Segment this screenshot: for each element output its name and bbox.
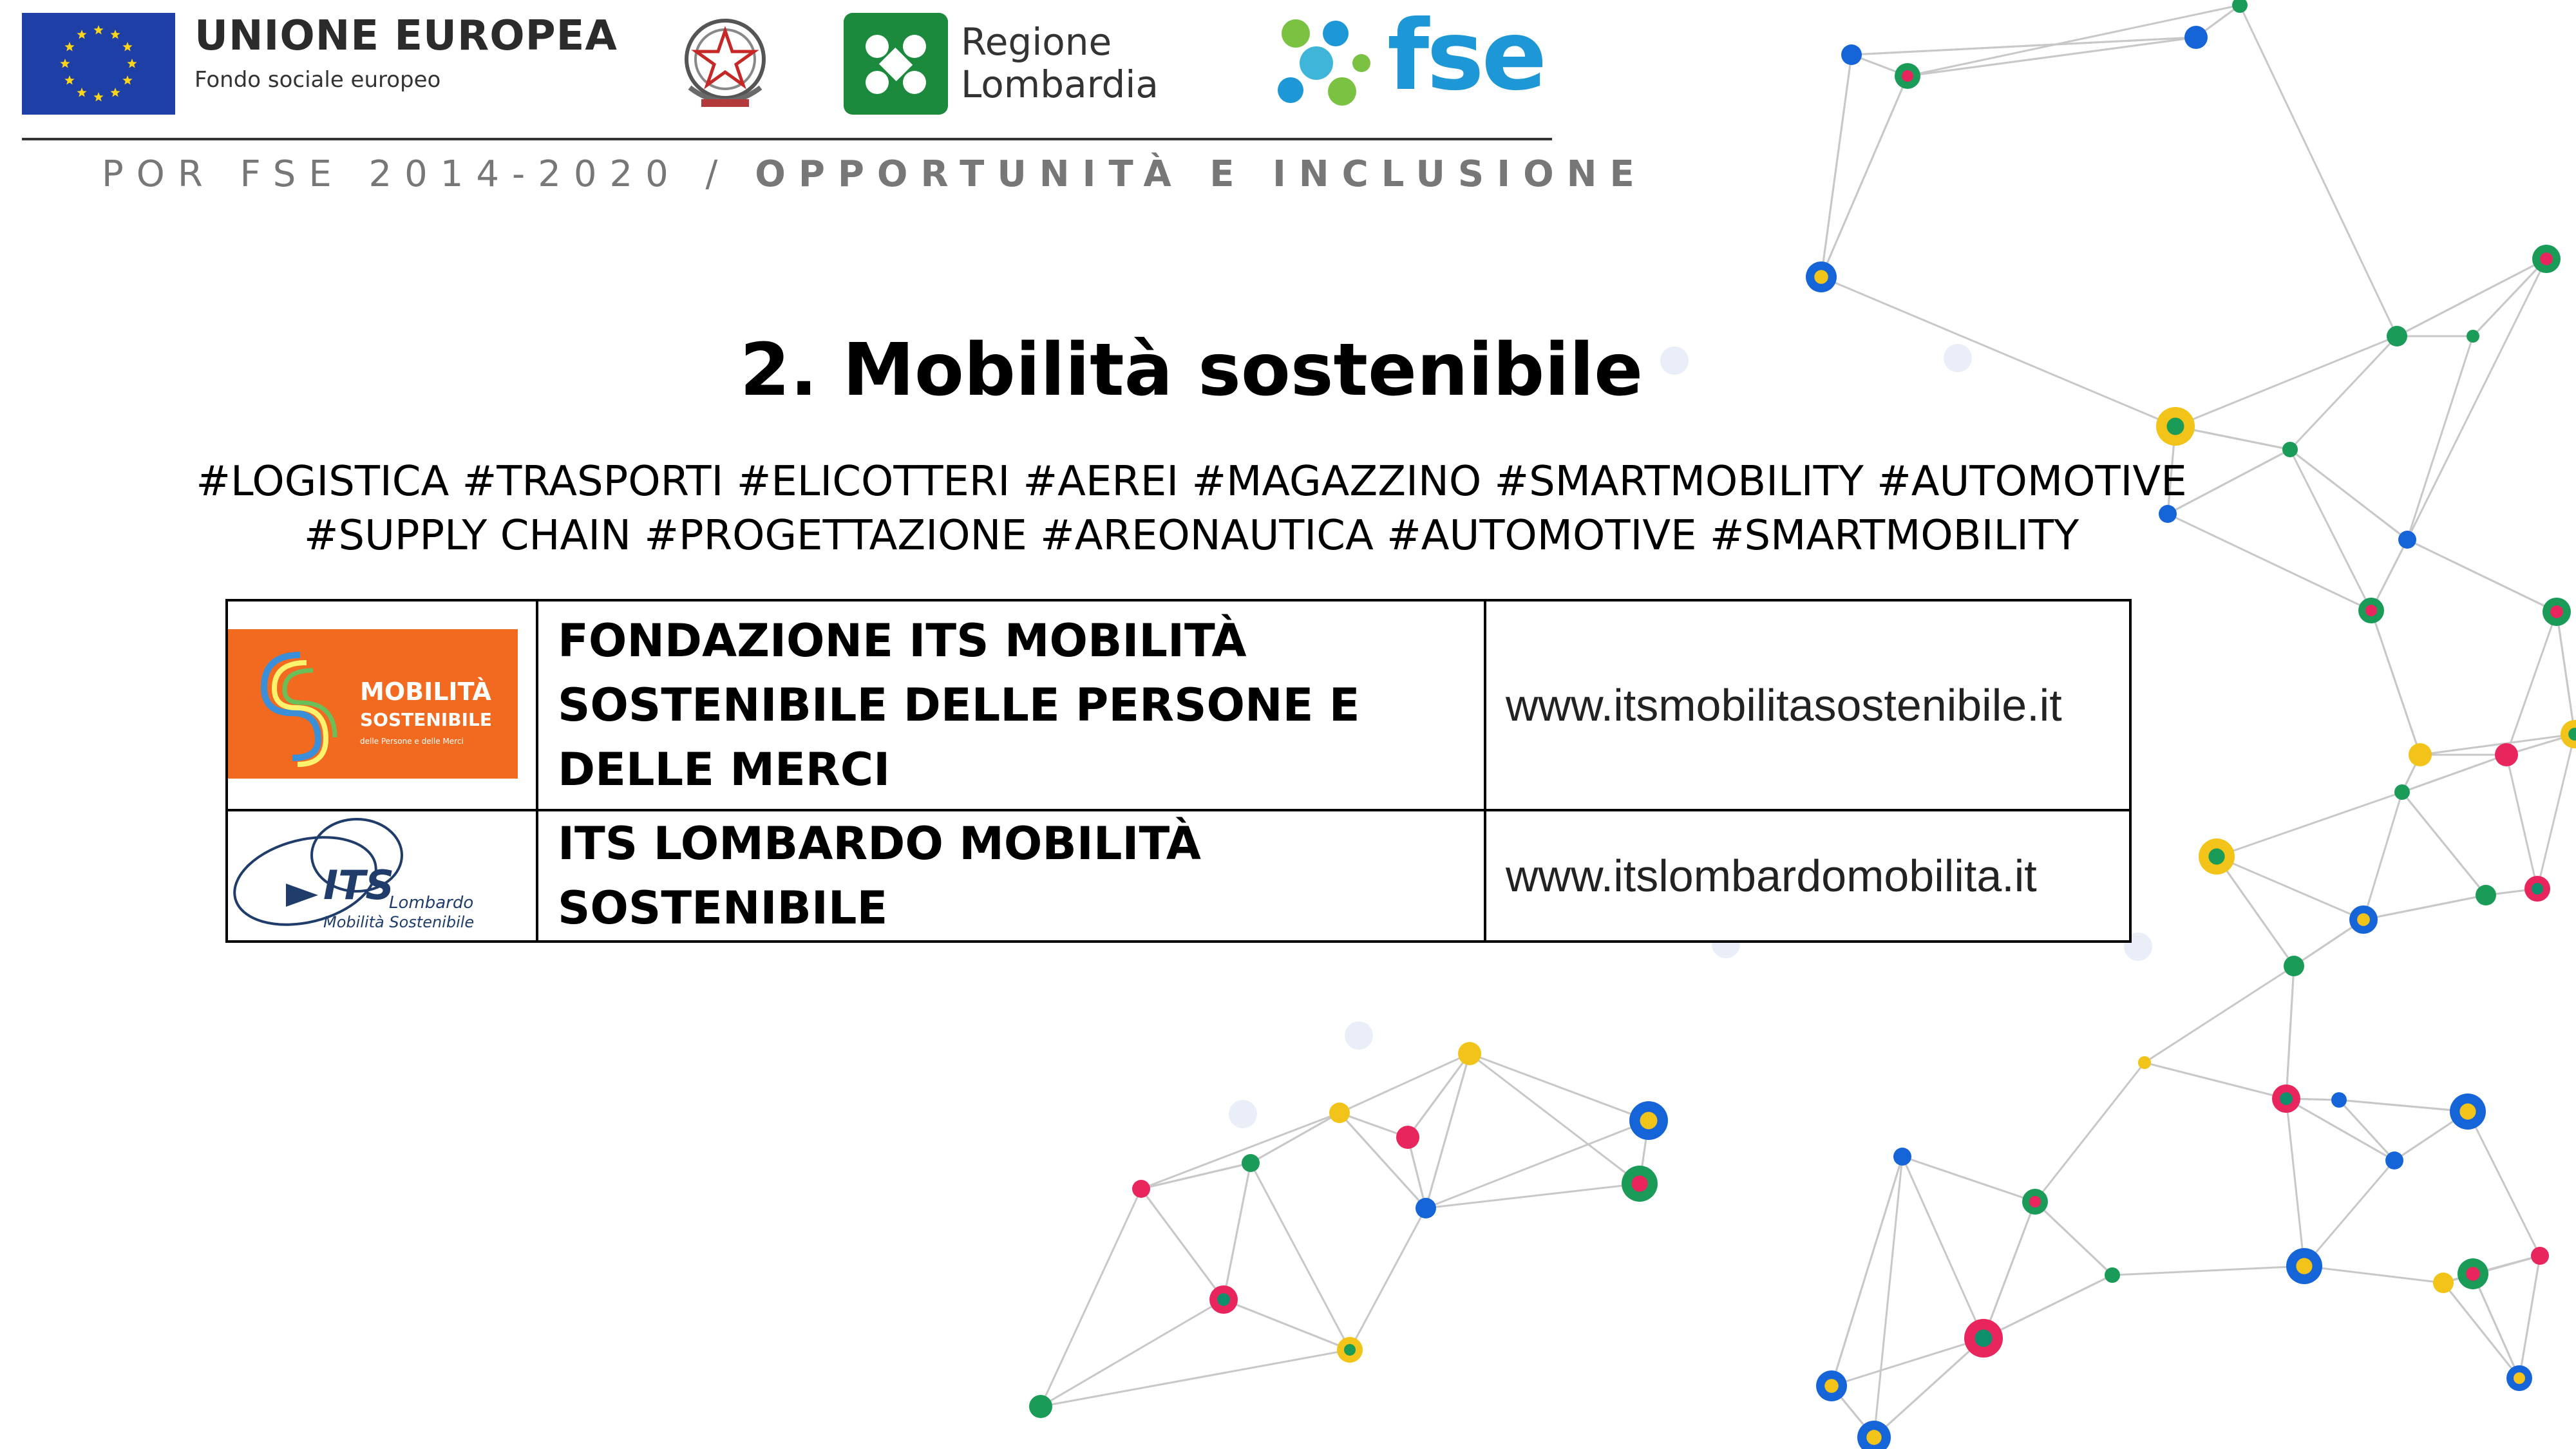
- network-node: [2433, 1273, 2454, 1293]
- ms-logo-line2: SOSTENIBILE: [360, 708, 492, 730]
- network-node: [2284, 956, 2304, 976]
- network-edge: [1902, 1157, 1984, 1338]
- ms-logo-line1: MOBILITÀ: [360, 677, 491, 706]
- network-node-core: [1640, 1112, 1658, 1130]
- eu-label-block: [194, 12, 618, 93]
- network-node-core: [1814, 270, 1828, 284]
- network-node-core: [2550, 605, 2563, 618]
- network-node: [1132, 1180, 1150, 1198]
- header-logo-bar: [22, 0, 1552, 140]
- network-edge: [2473, 1274, 2519, 1378]
- network-edge: [2145, 966, 2294, 1063]
- network-edge: [2286, 1099, 2304, 1266]
- network-node-core: [2167, 418, 2184, 435]
- network-edge: [1470, 1054, 1640, 1184]
- its-lombardo-logo: [228, 817, 486, 933]
- network-edge: [2304, 1160, 2394, 1266]
- program-line: [102, 153, 1647, 195]
- network-edge: [2371, 611, 2420, 755]
- network-node-faint: [1229, 1100, 1257, 1128]
- eu-flag-icon: [22, 13, 175, 115]
- network-node: [2138, 1056, 2151, 1069]
- hashtags-line1: #LOGISTICA #TRASPORTI #ELICOTTERI #AEREI #MAGAZZINO #SMARTMOBILITY #AUTOMOTIVE: [196, 458, 2187, 506]
- network-edge: [2407, 259, 2546, 540]
- network-edge: [2407, 540, 2557, 612]
- network-edge: [2397, 259, 2546, 336]
- institution-url[interactable]: www.itsmobilitasostenibile.it: [1485, 600, 2130, 810]
- logo-cell: [227, 810, 537, 942]
- network-node-core: [1902, 70, 1913, 82]
- network-node-core: [1824, 1379, 1839, 1393]
- network-edge: [2473, 259, 2546, 336]
- network-node-core: [1631, 1175, 1647, 1191]
- network-node-core: [2540, 252, 2553, 265]
- network-node-core: [2280, 1092, 2293, 1105]
- network-edge: [1832, 1338, 1984, 1386]
- institution-name: ITS LOMBARDO MOBILITÀ SOSTENIBILE: [537, 810, 1485, 942]
- network-edge: [2286, 966, 2294, 1099]
- network-node: [2394, 784, 2410, 800]
- eu-subtitle: Fondo sociale europeo: [194, 67, 441, 93]
- network-edge: [1251, 1163, 1350, 1350]
- ms-logo-line3: delle Persone e delle Merci: [360, 736, 464, 746]
- fse-mark-icon: [1265, 12, 1381, 115]
- program-right: OPPORTUNITÀ E INCLUSIONE: [755, 153, 1647, 195]
- regione-lombardia-label: [961, 21, 1159, 106]
- network-node: [2385, 1151, 2403, 1170]
- network-edge: [2112, 1266, 2304, 1275]
- network-node: [2495, 743, 2518, 766]
- network-edge: [2339, 1100, 2468, 1112]
- network-edge: [2339, 1100, 2394, 1160]
- network-edge: [2035, 1063, 2145, 1202]
- network-node: [1242, 1154, 1260, 1172]
- institution-name: FONDAZIONE ITS MOBILITÀ SOSTENIBILE DELLE PERSONE E DELLE MERCI: [537, 600, 1485, 810]
- network-node-core: [2459, 1103, 2476, 1119]
- table-row: [227, 600, 2130, 810]
- network-node-core: [1217, 1293, 1230, 1306]
- network-edge: [2519, 1256, 2540, 1378]
- network-node: [2331, 1092, 2347, 1108]
- network-edge: [1874, 1338, 1984, 1437]
- table-row: [227, 810, 2130, 942]
- network-node: [2409, 743, 2432, 766]
- network-edge: [2443, 1283, 2519, 1378]
- its-logo-line2: Lombardo: [389, 893, 474, 913]
- network-node-core: [1866, 1430, 1881, 1444]
- network-edge: [1426, 1054, 1470, 1208]
- network-edge: [2506, 755, 2537, 889]
- network-edge: [2468, 1112, 2540, 1256]
- page-title: 2. Mobilità sostenibile: [739, 328, 1643, 412]
- network-edge: [2537, 734, 2575, 889]
- network-node-core: [2365, 605, 2377, 616]
- network-edge: [1224, 1300, 1350, 1350]
- network-node: [1458, 1042, 1481, 1065]
- network-edge: [1902, 1157, 2035, 1202]
- network-node: [2531, 1247, 2549, 1265]
- network-node-core: [2208, 848, 2224, 864]
- italian-emblem-icon: [676, 12, 775, 115]
- header-divider: [22, 138, 1552, 140]
- logo-cell: [227, 600, 537, 810]
- institutions-table: [225, 599, 2132, 943]
- network-node: [2387, 326, 2407, 346]
- network-edge: [1408, 1054, 1470, 1137]
- network-edge: [1350, 1208, 1426, 1350]
- network-edge: [1251, 1113, 1340, 1163]
- network-edge: [2402, 792, 2486, 895]
- region-line1: Regione: [961, 20, 1112, 64]
- network-node-core: [2466, 1267, 2480, 1281]
- its-logo-line3: Mobilità Sostenibile: [323, 913, 475, 931]
- network-edge: [2217, 792, 2402, 857]
- network-node-faint: [1345, 1021, 1373, 1050]
- network-node: [2467, 330, 2479, 343]
- region-line2: Lombardia: [961, 62, 1159, 106]
- network-edge: [1141, 1189, 1224, 1300]
- eu-title: UNIONE EUROPEA: [194, 12, 618, 60]
- network-node-core: [2357, 913, 2370, 926]
- institution-url[interactable]: www.itslombardomobilita.it: [1485, 810, 2130, 942]
- network-edge: [2286, 1099, 2394, 1160]
- network-edge: [2443, 1256, 2540, 1283]
- network-edge: [2035, 1202, 2112, 1275]
- its-logo-line1: ITS: [323, 861, 395, 909]
- network-edge: [1470, 1054, 1649, 1121]
- network-node-core: [2029, 1196, 2041, 1208]
- network-node: [1329, 1103, 1350, 1123]
- network-node: [1029, 1395, 1052, 1418]
- network-edge: [1908, 37, 2196, 76]
- network-edge: [1224, 1163, 1251, 1300]
- network-edge: [2240, 5, 2397, 336]
- network-node: [1416, 1198, 1436, 1218]
- network-edge: [1874, 1157, 1902, 1437]
- network-node: [1841, 44, 1862, 65]
- network-node: [2476, 885, 2496, 905]
- network-node: [1396, 1126, 1419, 1149]
- network-edge: [2407, 336, 2473, 540]
- network-edge: [2506, 612, 2557, 755]
- network-edge: [2145, 1063, 2286, 1099]
- network-node: [1893, 1148, 1911, 1166]
- hashtags-line2: #SUPPLY CHAIN #PROGETTAZIONE #AREONAUTICA #AUTOMOTIVE #SMARTMOBILITY: [303, 512, 2079, 560]
- network-edge: [2363, 792, 2402, 920]
- network-node: [2232, 0, 2248, 13]
- network-edge: [2304, 1266, 2443, 1283]
- network-node: [2184, 26, 2208, 49]
- network-edge: [1041, 1189, 1141, 1406]
- regione-lombardia-icon: [844, 13, 948, 115]
- network-node: [2105, 1267, 2120, 1283]
- network-edge: [2557, 612, 2575, 734]
- program-left: POR FSE 2014-2020 /: [102, 153, 755, 195]
- network-edge: [2363, 895, 2486, 920]
- network-node-core: [2296, 1258, 2312, 1274]
- network-edge: [1041, 1350, 1350, 1406]
- mobilita-sostenibile-logo: [228, 629, 518, 779]
- network-node-core: [2532, 883, 2543, 895]
- fse-label: fse: [1387, 0, 1545, 112]
- hashtags: [0, 455, 2383, 563]
- network-node-core: [2514, 1372, 2525, 1384]
- network-node: [2398, 531, 2416, 549]
- network-node-core: [1975, 1330, 1993, 1347]
- network-edge: [1340, 1054, 1470, 1113]
- network-node-core: [1344, 1344, 1356, 1356]
